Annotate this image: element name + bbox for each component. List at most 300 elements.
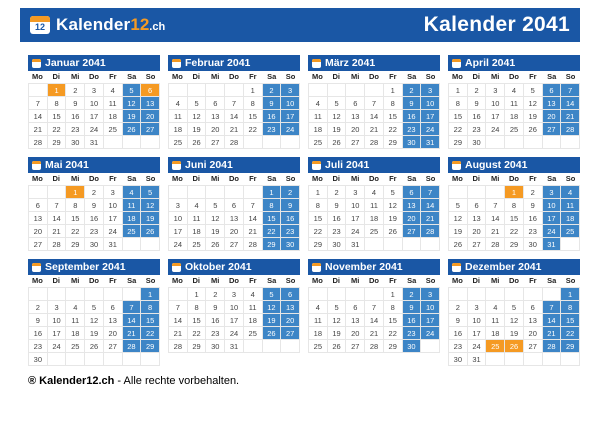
day-cell-holiday: 25 xyxy=(486,340,505,353)
day-cell: 29 xyxy=(309,238,328,251)
day-cell: 25 xyxy=(309,136,328,149)
day-cell: 22 xyxy=(505,225,524,238)
weekday-header: Mo xyxy=(32,276,43,285)
day-cell-empty xyxy=(561,353,580,366)
day-cell: 19 xyxy=(505,327,524,340)
month-august-2041 xyxy=(448,157,580,251)
day-cell-weekend: 1 xyxy=(561,288,580,301)
day-cell-weekend: 13 xyxy=(281,301,300,314)
weekday-header: Sa xyxy=(267,72,277,81)
weekday-header-row xyxy=(308,275,440,287)
day-cell: 12 xyxy=(188,110,207,123)
day-cell-empty xyxy=(169,186,188,199)
day-cell: 10 xyxy=(104,199,123,212)
weekday-header: Mo xyxy=(312,276,323,285)
calendar-icon xyxy=(32,263,41,272)
day-cell-empty xyxy=(263,136,282,149)
day-cell-weekend: 23 xyxy=(263,123,282,136)
day-cell-weekend: 30 xyxy=(281,238,300,251)
month-oktober-2041 xyxy=(168,259,300,353)
weekday-header: Mi xyxy=(350,174,360,183)
day-cell: 22 xyxy=(384,123,403,136)
weekday-header: Di xyxy=(52,276,61,285)
day-cell: 25 xyxy=(365,225,384,238)
day-cell: 28 xyxy=(225,136,244,149)
calendar-icon xyxy=(312,161,321,170)
day-cell: 17 xyxy=(225,314,244,327)
day-cell: 6 xyxy=(29,199,48,212)
day-cell: 30 xyxy=(524,238,543,251)
day-cell: 21 xyxy=(244,225,263,238)
day-cell: 16 xyxy=(524,212,543,225)
day-cell: 27 xyxy=(29,238,48,251)
day-cell: 5 xyxy=(328,97,347,110)
day-cell: 1 xyxy=(244,84,263,97)
day-cell: 22 xyxy=(66,225,85,238)
day-cell-empty xyxy=(486,136,505,149)
day-cell-empty xyxy=(543,288,562,301)
day-cell: 15 xyxy=(66,212,85,225)
day-cell-weekend: 15 xyxy=(263,212,282,225)
day-cell: 31 xyxy=(346,238,365,251)
day-cell: 16 xyxy=(85,212,104,225)
day-cell-weekend: 23 xyxy=(403,123,422,136)
day-cell: 22 xyxy=(449,123,468,136)
day-cell: 4 xyxy=(169,97,188,110)
day-cell: 18 xyxy=(188,225,207,238)
day-cell: 7 xyxy=(29,97,48,110)
day-cell: 28 xyxy=(486,238,505,251)
weekday-header: Mo xyxy=(172,276,183,285)
day-cell-weekend: 27 xyxy=(543,123,562,136)
day-cell: 25 xyxy=(505,123,524,136)
weekday-header: Fr xyxy=(109,174,117,183)
weekday-header: Mo xyxy=(172,72,183,81)
day-cell: 14 xyxy=(365,314,384,327)
day-cell-weekend: 2 xyxy=(281,186,300,199)
month-header xyxy=(168,259,300,275)
day-cell: 13 xyxy=(206,110,225,123)
calendar-icon-top xyxy=(172,59,181,62)
day-cell-empty xyxy=(104,136,123,149)
day-cell: 17 xyxy=(486,110,505,123)
day-cell: 22 xyxy=(48,123,67,136)
day-cell: 16 xyxy=(449,327,468,340)
day-cell: 11 xyxy=(505,97,524,110)
footer xyxy=(28,375,580,387)
day-cell: 25 xyxy=(244,327,263,340)
month-april-2041 xyxy=(448,55,580,149)
day-cell: 29 xyxy=(384,340,403,353)
days-grid xyxy=(28,287,160,366)
day-cell-weekend: 24 xyxy=(543,225,562,238)
weekday-header: Mi xyxy=(490,276,500,285)
day-cell-weekend: 17 xyxy=(421,314,440,327)
weekday-header: Do xyxy=(368,174,379,183)
weekday-header: Mo xyxy=(312,174,323,183)
month-header xyxy=(28,55,160,71)
weekday-header: So xyxy=(565,174,576,183)
days-grid xyxy=(448,287,580,366)
day-cell: 14 xyxy=(225,110,244,123)
calendar-icon-top xyxy=(452,161,461,164)
day-cell-weekend: 11 xyxy=(123,199,142,212)
day-cell-weekend: 10 xyxy=(281,97,300,110)
day-cell-empty xyxy=(123,353,142,366)
day-cell-weekend: 19 xyxy=(123,110,142,123)
top-bar xyxy=(20,8,580,42)
calendar-icon xyxy=(452,161,461,170)
day-cell: 27 xyxy=(524,340,543,353)
day-cell: 31 xyxy=(104,238,123,251)
day-cell-weekend: 16 xyxy=(403,110,422,123)
day-cell-weekend: 21 xyxy=(123,327,142,340)
day-cell: 12 xyxy=(206,212,225,225)
day-cell-empty xyxy=(206,186,225,199)
day-cell-empty xyxy=(85,288,104,301)
day-cell: 17 xyxy=(346,212,365,225)
day-cell-weekend: 9 xyxy=(403,97,422,110)
month-title: März 2041 xyxy=(325,57,376,69)
weekday-header: Mo xyxy=(452,174,463,183)
day-cell: 28 xyxy=(169,340,188,353)
day-cell: 12 xyxy=(384,199,403,212)
day-cell: 14 xyxy=(169,314,188,327)
day-cell: 29 xyxy=(449,136,468,149)
month-header xyxy=(448,55,580,71)
day-cell-weekend: 9 xyxy=(281,199,300,212)
day-cell: 20 xyxy=(346,123,365,136)
day-cell: 11 xyxy=(486,314,505,327)
day-cell: 13 xyxy=(346,110,365,123)
day-cell: 5 xyxy=(384,186,403,199)
calendar-icon-top xyxy=(452,263,461,266)
day-cell-weekend: 12 xyxy=(263,301,282,314)
day-cell: 23 xyxy=(328,225,347,238)
day-cell-weekend: 11 xyxy=(561,199,580,212)
day-cell: 23 xyxy=(66,123,85,136)
day-cell-weekend: 22 xyxy=(141,327,160,340)
calendar-icon-top xyxy=(312,59,321,62)
day-cell: 28 xyxy=(244,238,263,251)
brand-logo[interactable] xyxy=(30,15,165,35)
day-cell-weekend: 5 xyxy=(141,186,160,199)
day-cell-empty xyxy=(85,353,104,366)
day-cell: 31 xyxy=(468,353,487,366)
day-cell: 18 xyxy=(309,327,328,340)
days-grid xyxy=(28,185,160,251)
day-cell: 17 xyxy=(85,110,104,123)
day-cell: 7 xyxy=(365,301,384,314)
weekday-header: So xyxy=(285,276,296,285)
weekday-header: Mi xyxy=(210,72,220,81)
day-cell-weekend: 10 xyxy=(421,301,440,314)
month-title: Februar 2041 xyxy=(185,57,251,69)
day-cell: 5 xyxy=(85,301,104,314)
day-cell: 26 xyxy=(328,340,347,353)
day-cell-empty xyxy=(141,238,160,251)
weekday-header-row xyxy=(28,71,160,83)
day-cell: 16 xyxy=(468,110,487,123)
day-cell-empty xyxy=(104,353,123,366)
day-cell-weekend: 3 xyxy=(543,186,562,199)
day-cell: 3 xyxy=(225,288,244,301)
month-title: Januar 2041 xyxy=(45,57,106,69)
day-cell: 22 xyxy=(384,327,403,340)
month-title: April 2041 xyxy=(465,57,516,69)
day-cell-weekend: 28 xyxy=(123,340,142,353)
day-cell: 7 xyxy=(169,301,188,314)
day-cell: 9 xyxy=(468,97,487,110)
day-cell: 24 xyxy=(346,225,365,238)
day-cell: 25 xyxy=(188,238,207,251)
day-cell-empty xyxy=(365,84,384,97)
day-cell-weekend: 8 xyxy=(561,301,580,314)
day-cell: 6 xyxy=(524,301,543,314)
day-cell: 19 xyxy=(188,123,207,136)
month-dezember-2041 xyxy=(448,259,580,366)
day-cell: 12 xyxy=(505,314,524,327)
day-cell-empty xyxy=(188,186,207,199)
weekday-header: Di xyxy=(472,72,481,81)
day-cell-weekend: 2 xyxy=(403,84,422,97)
day-cell-holiday: 1 xyxy=(505,186,524,199)
day-cell: 15 xyxy=(449,110,468,123)
day-cell: 8 xyxy=(188,301,207,314)
day-cell: 15 xyxy=(244,110,263,123)
day-cell: 13 xyxy=(346,314,365,327)
day-cell: 15 xyxy=(384,110,403,123)
calendar-icon xyxy=(172,263,181,272)
day-cell-empty xyxy=(104,288,123,301)
day-cell: 4 xyxy=(188,199,207,212)
weekday-header: Fr xyxy=(249,72,257,81)
weekday-header: So xyxy=(425,174,436,183)
month-title: Mai 2041 xyxy=(45,159,89,171)
month-title: November 2041 xyxy=(325,261,403,273)
day-cell: 23 xyxy=(85,225,104,238)
day-cell-weekend: 14 xyxy=(561,97,580,110)
day-cell: 18 xyxy=(365,212,384,225)
weekday-header: Fr xyxy=(389,174,397,183)
day-cell: 7 xyxy=(48,199,67,212)
day-cell-holiday: 1 xyxy=(66,186,85,199)
day-cell: 23 xyxy=(468,123,487,136)
day-cell: 7 xyxy=(225,97,244,110)
day-cell: 15 xyxy=(309,212,328,225)
weekday-header: Fr xyxy=(249,174,257,183)
weekday-header-row xyxy=(448,71,580,83)
day-cell-weekend: 17 xyxy=(421,110,440,123)
day-cell: 29 xyxy=(505,238,524,251)
calendar-icon xyxy=(32,59,41,68)
day-cell: 26 xyxy=(85,340,104,353)
day-cell-empty xyxy=(309,288,328,301)
day-cell: 10 xyxy=(169,212,188,225)
weekday-header: Di xyxy=(52,72,61,81)
calendar-logo-icon xyxy=(30,16,50,34)
day-cell-empty xyxy=(524,136,543,149)
footer-brand: ® Kalender12.ch xyxy=(28,375,115,387)
day-cell-weekend: 26 xyxy=(263,327,282,340)
day-cell-empty xyxy=(206,84,225,97)
day-cell-weekend: 24 xyxy=(421,327,440,340)
day-cell: 17 xyxy=(468,327,487,340)
weekday-header: Mi xyxy=(350,276,360,285)
day-cell-weekend: 20 xyxy=(281,314,300,327)
day-cell-holiday: 26 xyxy=(505,340,524,353)
day-cell-weekend: 24 xyxy=(421,123,440,136)
weekday-header: So xyxy=(565,72,576,81)
weekday-header: Di xyxy=(332,174,341,183)
day-cell-weekend: 10 xyxy=(421,97,440,110)
weekday-header: Do xyxy=(508,276,519,285)
day-cell: 12 xyxy=(524,97,543,110)
day-cell: 23 xyxy=(206,327,225,340)
day-cell: 15 xyxy=(505,212,524,225)
day-cell: 9 xyxy=(66,97,85,110)
day-cell: 5 xyxy=(505,301,524,314)
day-cell-holiday: 6 xyxy=(141,84,160,97)
day-cell: 4 xyxy=(309,301,328,314)
calendar-icon-top xyxy=(312,161,321,164)
weekday-header: Fr xyxy=(389,276,397,285)
weekday-header: Sa xyxy=(267,276,277,285)
day-cell-empty xyxy=(309,84,328,97)
day-cell: 11 xyxy=(309,110,328,123)
day-cell: 2 xyxy=(85,186,104,199)
day-cell-empty xyxy=(384,238,403,251)
day-cell: 14 xyxy=(29,110,48,123)
day-cell: 12 xyxy=(85,314,104,327)
weekday-header: So xyxy=(285,174,296,183)
day-cell: 15 xyxy=(188,314,207,327)
weekday-header: Do xyxy=(368,276,379,285)
weekday-header: Sa xyxy=(407,72,417,81)
calendar-icon xyxy=(312,59,321,68)
day-cell-weekend: 24 xyxy=(281,123,300,136)
day-cell-weekend: 23 xyxy=(403,327,422,340)
day-cell-weekend: 21 xyxy=(421,212,440,225)
day-cell-weekend: 16 xyxy=(263,110,282,123)
weekday-header-row xyxy=(308,173,440,185)
day-cell: 26 xyxy=(449,238,468,251)
day-cell: 19 xyxy=(328,327,347,340)
weekday-header: Mo xyxy=(32,72,43,81)
day-cell-weekend: 28 xyxy=(561,123,580,136)
day-cell: 14 xyxy=(48,212,67,225)
day-cell: 13 xyxy=(225,212,244,225)
day-cell-empty xyxy=(188,84,207,97)
day-cell: 22 xyxy=(309,225,328,238)
day-cell: 16 xyxy=(328,212,347,225)
weekday-header: Mo xyxy=(452,276,463,285)
day-cell: 5 xyxy=(524,84,543,97)
month-title: August 2041 xyxy=(465,159,528,171)
day-cell-weekend: 7 xyxy=(421,186,440,199)
day-cell: 22 xyxy=(244,123,263,136)
calendar-logo-icon-number: 12 xyxy=(34,22,45,32)
day-cell-holiday: 1 xyxy=(48,84,67,97)
day-cell-weekend: 29 xyxy=(561,340,580,353)
day-cell-weekend: 13 xyxy=(141,97,160,110)
day-cell-empty xyxy=(281,340,300,353)
day-cell-empty xyxy=(169,288,188,301)
day-cell: 26 xyxy=(206,238,225,251)
day-cell: 8 xyxy=(384,301,403,314)
days-grid xyxy=(168,185,300,251)
day-cell: 3 xyxy=(486,84,505,97)
month-header xyxy=(448,157,580,173)
weekday-header: Do xyxy=(508,174,519,183)
days-grid xyxy=(448,185,580,251)
day-cell-weekend: 31 xyxy=(543,238,562,251)
day-cell-weekend: 1 xyxy=(141,288,160,301)
day-cell: 9 xyxy=(328,199,347,212)
month-juni-2041 xyxy=(168,157,300,251)
day-cell: 19 xyxy=(449,225,468,238)
day-cell: 19 xyxy=(524,110,543,123)
month-mai-2041 xyxy=(28,157,160,251)
calendar-icon xyxy=(452,263,461,272)
day-cell-weekend: 13 xyxy=(543,97,562,110)
day-cell: 13 xyxy=(524,314,543,327)
day-cell: 10 xyxy=(48,314,67,327)
day-cell-weekend: 23 xyxy=(281,225,300,238)
day-cell-weekend: 17 xyxy=(543,212,562,225)
brand-tld: .ch xyxy=(149,21,166,33)
calendar-icon xyxy=(172,59,181,68)
calendar-icon xyxy=(452,59,461,68)
day-cell-empty xyxy=(561,136,580,149)
day-cell: 31 xyxy=(225,340,244,353)
day-cell-empty xyxy=(524,353,543,366)
day-cell-weekend: 27 xyxy=(281,327,300,340)
weekday-header: Do xyxy=(88,174,99,183)
day-cell: 1 xyxy=(384,288,403,301)
weekday-header: So xyxy=(425,276,436,285)
weekday-header: So xyxy=(145,72,156,81)
day-cell: 27 xyxy=(346,136,365,149)
day-cell-weekend: 3 xyxy=(421,84,440,97)
weekday-header-row xyxy=(168,275,300,287)
day-cell-weekend: 27 xyxy=(403,225,422,238)
weekday-header: Mi xyxy=(350,72,360,81)
day-cell-weekend: 7 xyxy=(543,301,562,314)
day-cell: 6 xyxy=(225,199,244,212)
day-cell: 4 xyxy=(486,301,505,314)
month-title: Juni 2041 xyxy=(185,159,233,171)
weekday-header: Mi xyxy=(70,72,80,81)
day-cell-weekend: 20 xyxy=(543,110,562,123)
day-cell-weekend: 8 xyxy=(263,199,282,212)
day-cell-empty xyxy=(468,288,487,301)
day-cell: 1 xyxy=(309,186,328,199)
day-cell: 29 xyxy=(384,136,403,149)
day-cell: 17 xyxy=(48,327,67,340)
month-juli-2041 xyxy=(308,157,440,251)
day-cell: 14 xyxy=(486,212,505,225)
day-cell-empty xyxy=(141,353,160,366)
weekday-header: Sa xyxy=(407,276,417,285)
day-cell: 24 xyxy=(486,123,505,136)
day-cell-weekend: 15 xyxy=(561,314,580,327)
weekday-header: Mo xyxy=(32,174,43,183)
weekday-header: Di xyxy=(52,174,61,183)
day-cell: 5 xyxy=(449,199,468,212)
day-cell-empty xyxy=(524,288,543,301)
day-cell-empty xyxy=(263,340,282,353)
